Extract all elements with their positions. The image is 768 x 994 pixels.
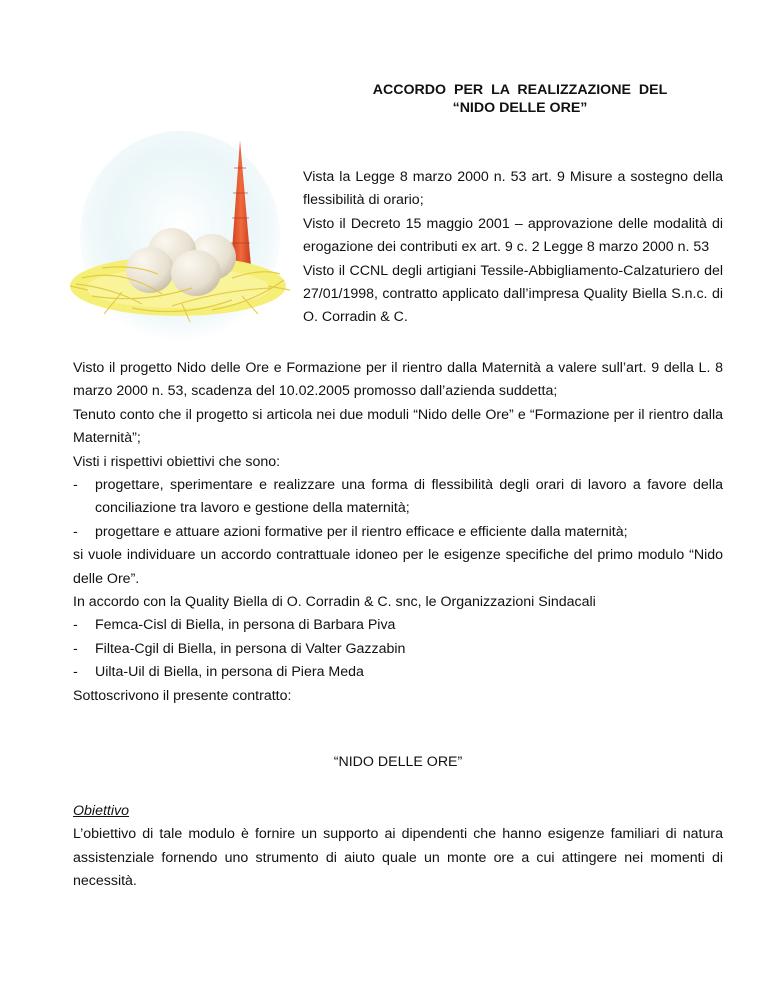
list-item xyxy=(73,638,723,661)
intro-paragraphs xyxy=(303,166,723,330)
paragraph: In accordo con la Quality Biella di O. Corradin & C. snc, le Organizzazioni Sindacali xyxy=(73,594,596,611)
document-title xyxy=(300,81,740,117)
intro-paragraph: Visto il CCNL degli artigiani Tessile-Abbigliamento-Calzaturiero del 27/01/1998, contratto applicato dall’impresa Quality Biella S.n.c. di O. Corradin & C. xyxy=(303,262,723,326)
paragraph: Visto il progetto Nido delle Ore e Formazione per il rientro dalla Maternità a valere sull’art. 9 della L. 8 marzo 2000 n. 53, scadenza del 10.02.2005 promosso dall’azienda suddetta; xyxy=(73,360,723,400)
dash-bullet: - xyxy=(73,664,78,681)
dash-bullet: - xyxy=(73,523,78,540)
dash-bullet: - xyxy=(73,640,78,657)
title-line-2: “NIDO DELLE ORE” xyxy=(452,100,588,116)
title-line-1: ACCORDO PER LA REALIZZAZIONE DEL xyxy=(372,82,668,98)
paragraph: Visti i rispettivi obiettivi che sono: xyxy=(73,453,281,470)
obiettivo-section xyxy=(73,800,723,894)
section-heading: “NIDO DELLE ORE” xyxy=(333,754,463,770)
obiettivo-text: L’obiettivo di tale modulo è fornire un supporto ai dipendenti che hanno esigenze familiari di natura assistenziale fornendo uno strumento di aiuto quale un monte ore a cui attingere nei momenti di necessità. xyxy=(73,826,723,890)
objective-text: progettare, sperimentare e realizzare una forma di flessibilità degli orari di lavoro a favore della conciliazione tra lavoro e gestione della maternità; xyxy=(95,477,723,517)
paragraph: si vuole individuare un accordo contrattuale idoneo per le esigenze specifiche del primo modulo “Nido delle Ore”. xyxy=(73,547,723,587)
list-item xyxy=(73,474,723,521)
list-item xyxy=(73,521,723,544)
union-text: Uilta-Uil di Biella, in persona di Piera Meda xyxy=(95,664,364,681)
union-text: Filtea-Cgil di Biella, in persona di Valter Gazzabin xyxy=(95,640,406,657)
paragraph: Tenuto conto che il progetto si articola nei due moduli “Nido delle Ore” e “Formazione per il rientro dalla Maternità”; xyxy=(73,406,723,447)
dash-bullet: - xyxy=(73,617,78,634)
objective-text: progettare e attuare azioni formative per il rientro efficace e efficiente dalla maternità; xyxy=(95,523,628,540)
body-text xyxy=(73,357,723,708)
paragraph: Sottoscrivono il presente contratto: xyxy=(73,687,292,704)
nest-with-eggs-and-carrot-icon xyxy=(62,118,302,358)
union-text: Femca-Cisl di Biella, in persona di Barbara Piva xyxy=(95,617,396,634)
dash-bullet: - xyxy=(73,477,78,494)
obiettivo-heading: Obiettivo xyxy=(73,803,129,819)
list-item xyxy=(73,661,723,684)
intro-paragraph: Vista la Legge 8 marzo 2000 n. 53 art. 9 Misure a sostegno della flessibilità di orario; xyxy=(303,169,723,209)
list-item xyxy=(73,614,723,637)
intro-paragraph: Visto il Decreto 15 maggio 2001 – approvazione delle modalità di erogazione dei contributi ex art. 9 c. 2 Legge 8 marzo 2000 n. 53 xyxy=(303,215,723,256)
